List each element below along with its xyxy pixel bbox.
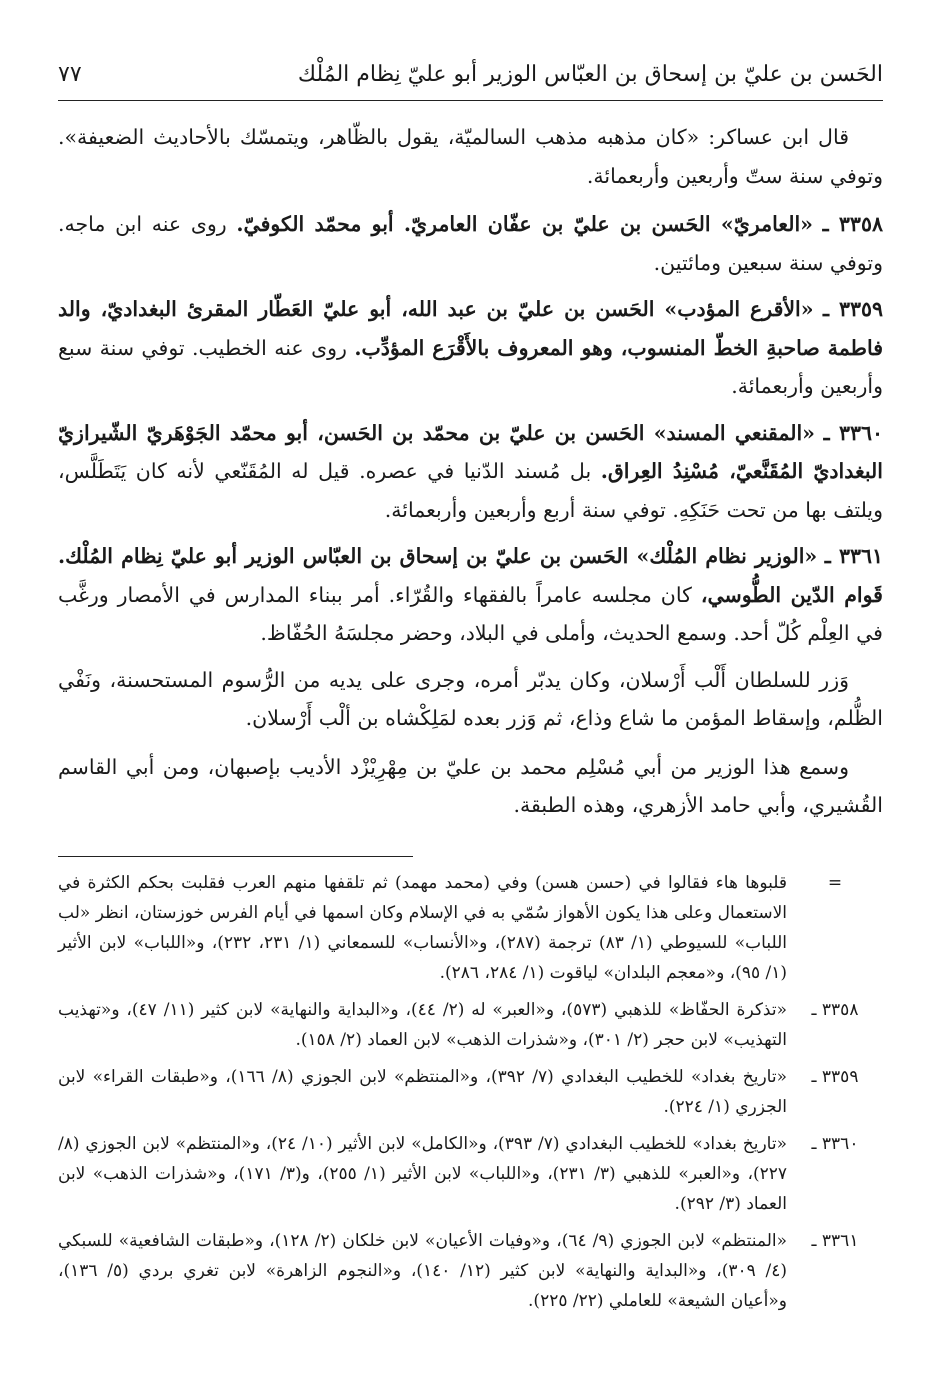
footnote-marker: = bbox=[827, 873, 843, 893]
footnote-item bbox=[58, 1129, 883, 1219]
entry-number: ٣٣٦١ ـ bbox=[824, 544, 883, 568]
entry-text: روى عنه الخطيب. توفي سنة سبع وأربعين وأربعمائة. bbox=[58, 335, 883, 398]
entry-number: ٣٣٥٨ ـ bbox=[822, 212, 883, 236]
footnotes bbox=[58, 868, 883, 1323]
paragraph-vizierate: وَزر للسلطان أَلْب أَرْسلان، وكان يدبّر أمره، وجرى على يديه من الرُّسوم المستحسنة، ونَفْي الظُّلم، وإسقاط المؤمن ما شاع وذاع، ثم وَزر بعده لمَلِكْشاه بن ألْب أَرْسلان. bbox=[58, 667, 883, 730]
entry-number: ٣٣٦٠ ـ bbox=[823, 420, 883, 445]
entry-text: كان مجلسه عامراً بالفقهاء والقُرّاء. أمر ببناء المدارس في الأمصار ورغَّب في العِلْم كُلّ أحد. وسمع الحديث، وأملى في البلاد، وحضر مجلسَهُ الحُفّاظ. bbox=[58, 582, 883, 645]
footnote-item bbox=[58, 1226, 883, 1316]
entry-heading: «الأقرع المؤدب» الحَسن بن عليّ بن عبد الله، أبو عليّ العَطّار المقرئ البغداديّ، والد فاطمة صاحبةِ الخطّ المنسوب، وهو المعروف بالأَقْرَع المؤدِّب. bbox=[58, 297, 883, 360]
entry-3359 bbox=[58, 290, 883, 406]
footnote-marker: ٣٣٥٨ ـ bbox=[811, 1000, 859, 1020]
header-title: الحَسن بن عليّ بن إسحاق بن العبّاس الوزير أبو عليّ نِظام المُلْك bbox=[297, 62, 883, 87]
footnote-text: «تذكرة الحفّاظ» للذهبي (٥٧٣)، و«العبر» له (٢/ ٤٤)، و«البداية والنهاية» لابن كثير (١١/ ٤٧)، و«تهذيب التهذيب» لابن حجر (٢/ ٣٠١)، و«شذرات الذهب» لابن العماد (٢/ ١٥٨). bbox=[58, 1000, 787, 1050]
running-header bbox=[58, 58, 883, 101]
entry-heading: «المقنعي المسند» الحَسن بن عليّ بن محمّد بن الحَسن، أبو محمّد الجَوْهَريّ الشّيرازيّ البغداديّ المُقَنَّعيّ، مُسْنِدُ العِراق. bbox=[58, 420, 883, 483]
main-text bbox=[58, 118, 883, 835]
entry-text: روى عنه ابن ماجه. وتوفي سنة سبعين ومائتين. bbox=[58, 212, 883, 275]
footnote-marker: ٣٣٦١ ـ bbox=[811, 1231, 859, 1251]
page-number: ٧٧ bbox=[58, 62, 82, 87]
entry-heading: «العامريّ» الحَسن بن عليّ بن عفّان العامريّ. أبو محمّد الكوفيّ. bbox=[236, 212, 813, 236]
footnote-item bbox=[58, 995, 883, 1055]
entry-heading: «الوزير نظام المُلْك» الحَسن بن عليّ بن إسحاق بن العبّاس الوزير أبو عليّ نِظام المُلْك. قَوام الدّين الطُّوسي، bbox=[58, 544, 883, 607]
footnote-text: «تاريخ بغداد» للخطيب البغدادي (٧/ ٣٩٢)، و«المنتظم» لابن الجوزي (٨/ ١٦٦)، و«طبقات القراء» لابن الجزري (١/ ٢٢٤). bbox=[58, 1067, 787, 1117]
footnote-text: «المنتظم» لابن الجوزي (٩/ ٦٤)، و«وفيات الأعيان» لابن خلكان (٢/ ١٢٨)، و«طبقات الشافعية» للسبكي (٤/ ٣٠٩)، و«البداية والنهاية» لابن كثير (١٢/ ١٤٠)، و«النجوم الزاهرة» لابن تغري بردي (٥/ ١٣٦)، و«أعيان الشيعة» للعاملي (٢٢/ ٢٢٥). bbox=[58, 1231, 788, 1311]
paragraph-hearing: وسمع هذا الوزير من أبي مُسْلِم محمد بن عليّ بن مِهْرِيْزْد الأديب بإصبهان، ومن أبي القاسم القُشيري، وأبي حامد الأزهري، وهذه الطبقة. bbox=[58, 754, 883, 817]
entry-3361 bbox=[58, 537, 883, 653]
paragraph-ibn-asakir: قال ابن عساكر: «كان مذهبه مذهب السالميّة، يقول بالظّاهر، ويتمسّك بالأحاديث الضعيفة». وتوفي سنة ستّ وأربعين وأربعمائة. bbox=[58, 125, 883, 188]
footnote-text: «تاريخ بغداد» للخطيب البغدادي (٧/ ٣٩٣)، و«الكامل» لابن الأثير (١٠/ ٢٤)، و«المنتظم» لابن الجوزي (٨/ ٢٢٧)، و«العبر» للذهبي (٣/ ٢٣١)، و«اللباب» لابن الأثير (١/ ٢٥٥)، و(٣/ ١٧١)، و«شذرات الذهب» لابن العماد (٣/ ٢٩٢). bbox=[58, 1134, 787, 1214]
footnote-marker: ٣٣٥٩ ـ bbox=[811, 1067, 859, 1087]
entry-3360 bbox=[58, 414, 883, 530]
footnote-item bbox=[58, 1062, 883, 1122]
entry-number: ٣٣٥٩ ـ bbox=[822, 297, 883, 321]
footnote-text: قلبوها هاء فقالوا في (حسن هسن) وفي (محمد مهمد) ثم تلقفها منهم العرب فقلبت بحكم الكثرة في الاستعمال وعلى هذا يكون الأهواز سُمّي به في الإسلام وكان اسمها في أيام الفرس خوزستان، انظر «لب اللباب» للسيوطي (١/ ٨٣) ترجمة (٢٨٧)، و«الأنساب» للسمعاني (١/ ٢٣١، ٢٣٢)، و«اللباب» لابن الأثير (١/ ٩٥)، و«معجم البلدان» لياقوت (١/ ٢٨٤، ٢٨٦). bbox=[58, 873, 788, 983]
entry-3358 bbox=[58, 205, 883, 282]
entry-text: بل مُسند الدّنيا في عصره. قيل له المُقَنّعي لأنه كان يَتَطَلَّس، ويلتف بها من تحت حَنَكِهِ. توفي سنة أربع وأربعين وأربعمائة. bbox=[58, 459, 883, 522]
footnote-divider bbox=[58, 856, 413, 857]
footnote-item bbox=[58, 868, 883, 988]
footnote-marker: ٣٣٦٠ ـ bbox=[811, 1134, 859, 1154]
